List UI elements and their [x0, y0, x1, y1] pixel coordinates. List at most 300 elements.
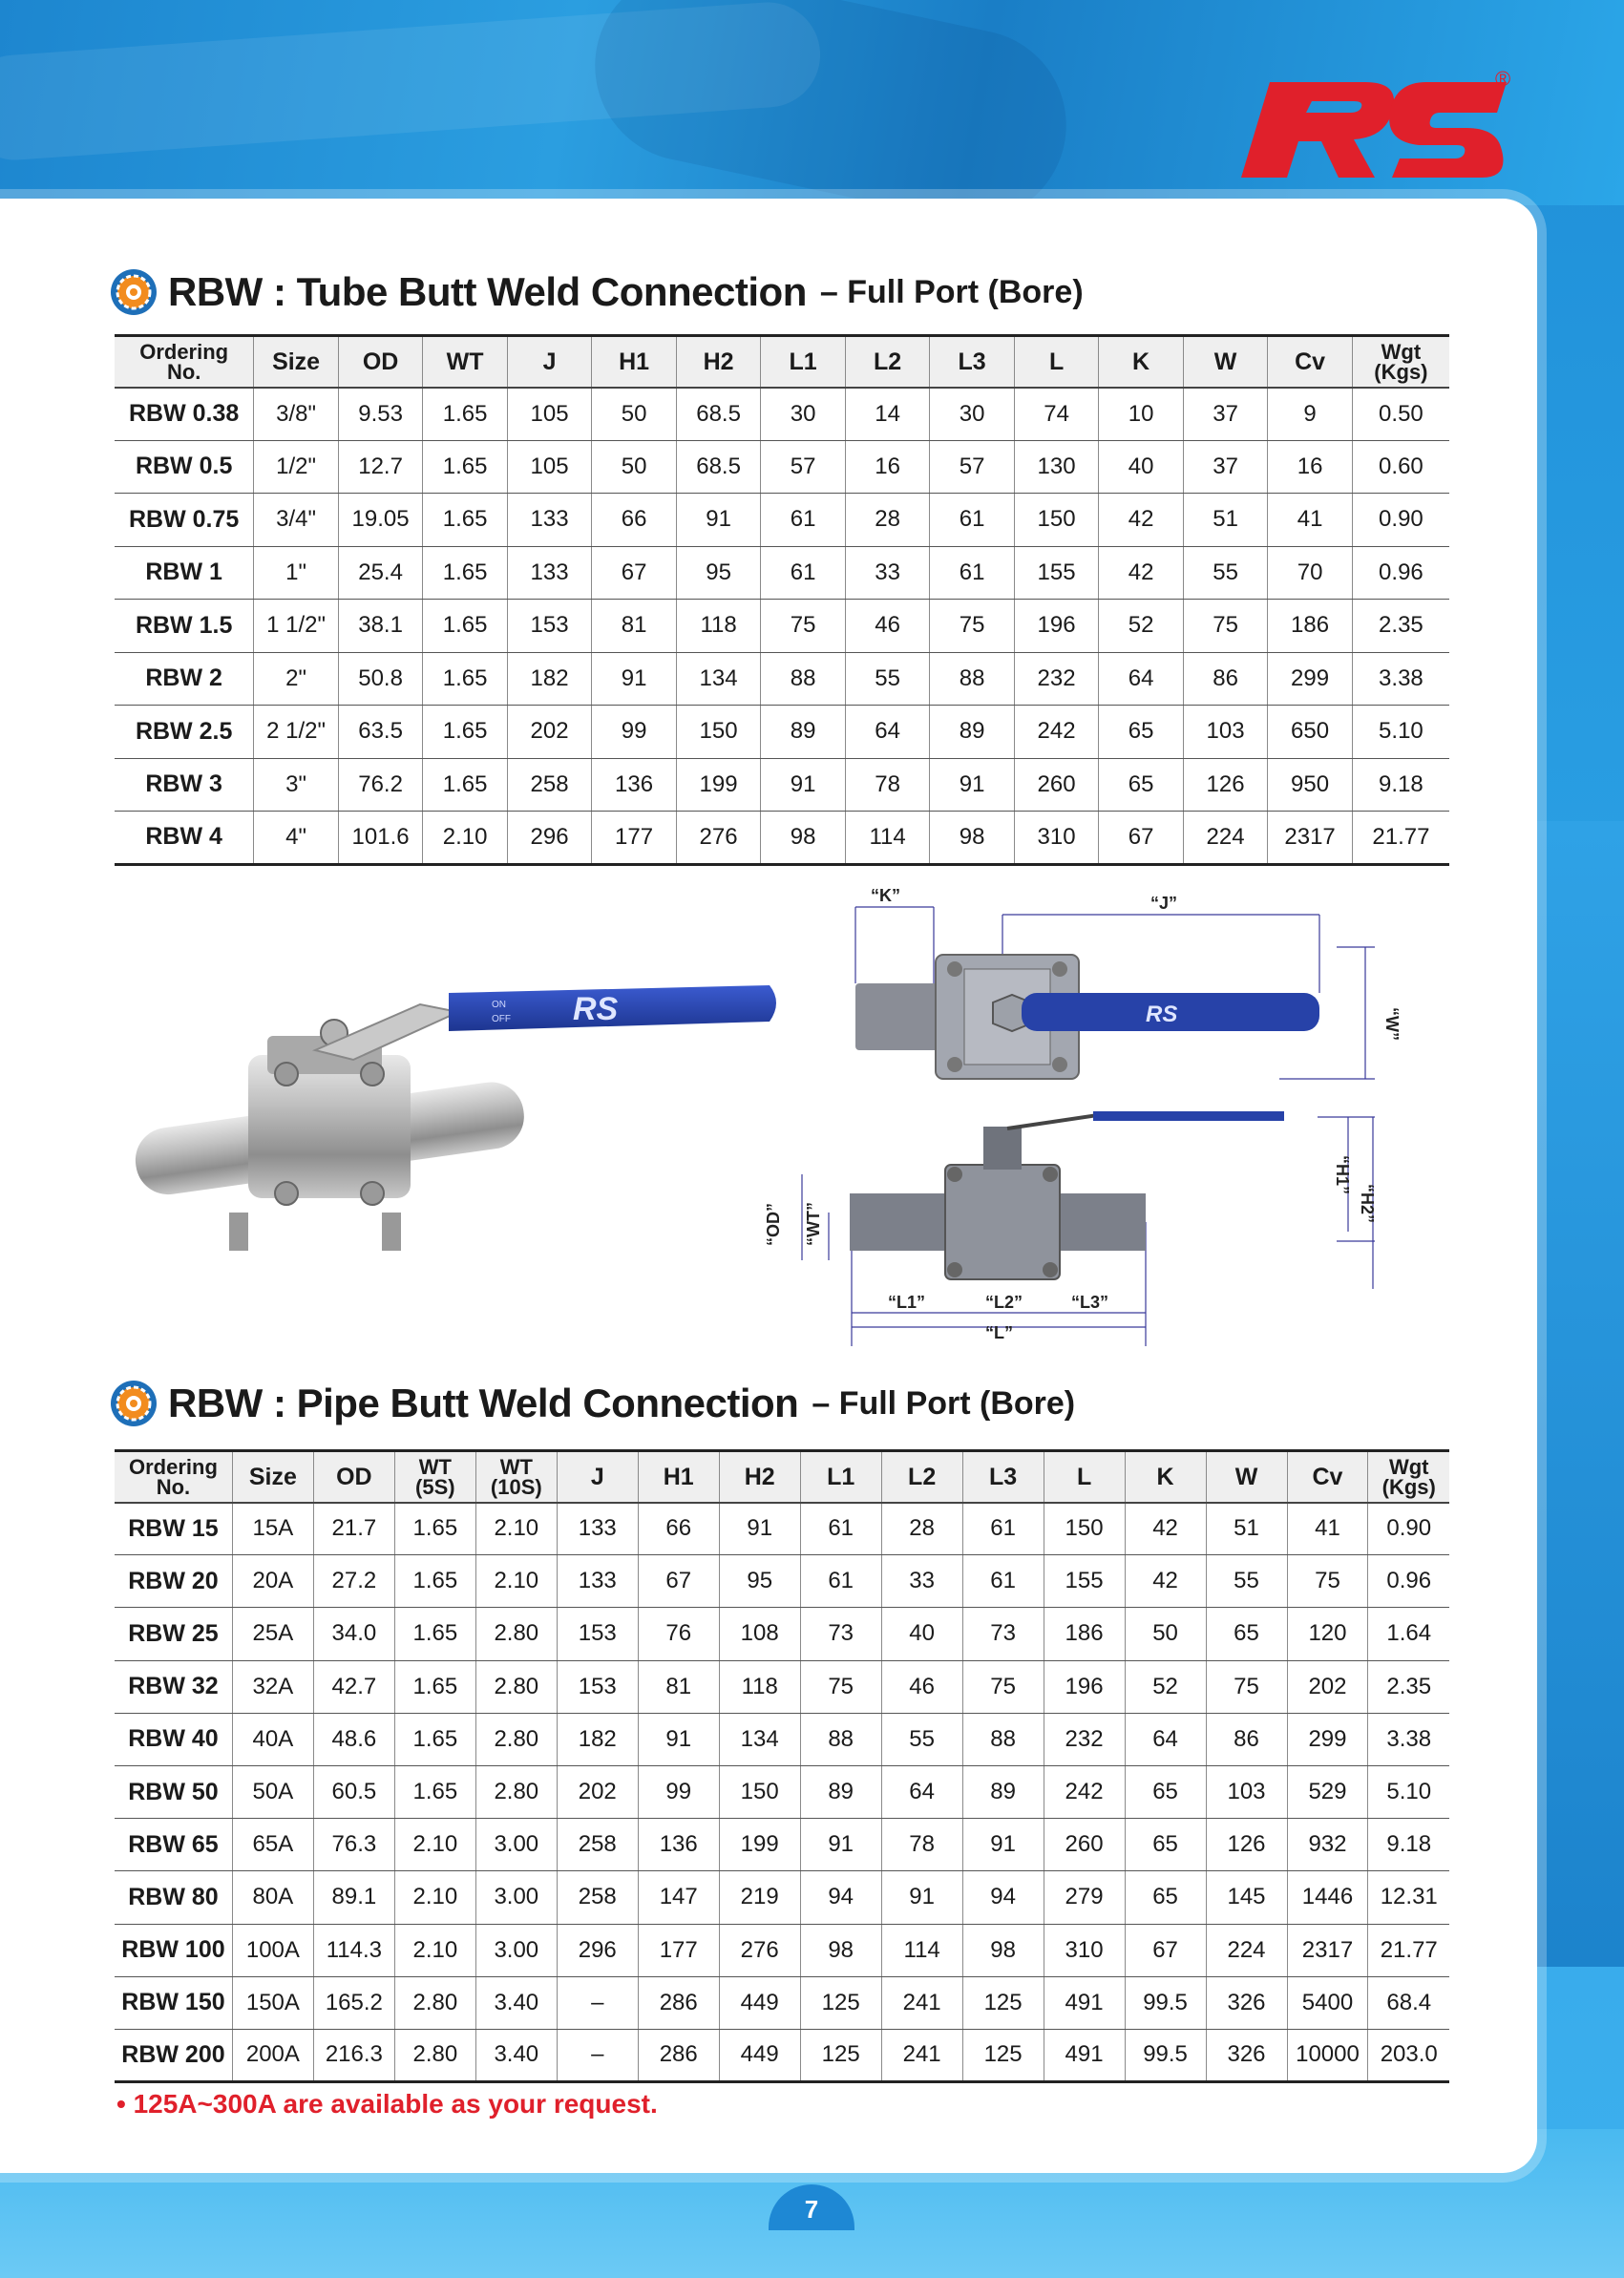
table-cell: 91	[761, 758, 846, 812]
dim-label-od: “OD”	[764, 1203, 783, 1246]
table-cell: 114	[881, 1924, 962, 1976]
table-row	[115, 494, 1449, 547]
table-cell: 63.5	[338, 706, 423, 759]
ordering-number-cell: RBW 4	[115, 812, 254, 865]
column-header: K	[1099, 336, 1184, 388]
table-cell: 16	[1268, 440, 1353, 494]
valve-photo	[124, 964, 792, 1279]
table-cell: 150	[1014, 494, 1099, 547]
table-cell: 91	[676, 494, 761, 547]
table-cell: 91	[719, 1503, 800, 1555]
pipe-spec-table	[115, 1449, 1449, 2083]
table-cell: 57	[761, 440, 846, 494]
table-cell: 2.80	[475, 1660, 557, 1713]
table-cell: 310	[1044, 1924, 1125, 1976]
column-header: H2	[676, 336, 761, 388]
table-cell: 1.65	[423, 706, 508, 759]
table-cell: 182	[507, 652, 592, 706]
table-cell: 98	[800, 1924, 881, 1976]
table-cell: 21.77	[1352, 812, 1449, 865]
table-cell: 74	[1014, 388, 1099, 441]
table-cell: 64	[1125, 1713, 1206, 1765]
tube-spec-table	[115, 334, 1449, 866]
table-cell: 40	[1099, 440, 1184, 494]
table-cell: 1.65	[423, 388, 508, 441]
table-cell: 2.10	[423, 812, 508, 865]
ordering-number-cell: RBW 150	[115, 1976, 232, 2029]
column-header: H2	[719, 1451, 800, 1503]
table-cell: 258	[557, 1871, 638, 1924]
column-header: Ordering No.	[115, 1451, 232, 1503]
table-cell: 78	[881, 1819, 962, 1871]
table-cell: 64	[845, 706, 930, 759]
table-cell: 64	[1099, 652, 1184, 706]
table-cell: 70	[1268, 546, 1353, 600]
column-header: L3	[962, 1451, 1044, 1503]
table-cell: 2 1/2"	[254, 706, 339, 759]
table-cell: 145	[1206, 1871, 1287, 1924]
table-cell: 0.96	[1368, 1555, 1449, 1608]
table-header-row	[115, 1451, 1449, 1503]
table-cell: 1.65	[394, 1660, 475, 1713]
table-cell: 108	[719, 1608, 800, 1660]
table-cell: 99	[592, 706, 677, 759]
table-cell: 100A	[232, 1924, 313, 1976]
table-row	[115, 812, 1449, 865]
table-cell: 55	[845, 652, 930, 706]
table-cell: 50A	[232, 1765, 313, 1818]
table-cell: 89	[800, 1765, 881, 1818]
ordering-number-cell: RBW 0.5	[115, 440, 254, 494]
table-cell: 73	[962, 1608, 1044, 1660]
table-row	[115, 1976, 1449, 2029]
table-cell: 0.90	[1368, 1503, 1449, 1555]
table-cell: 81	[592, 600, 677, 653]
ordering-number-cell: RBW 15	[115, 1503, 232, 1555]
column-header: L1	[800, 1451, 881, 1503]
table-cell: 120	[1287, 1608, 1368, 1660]
table-cell: 202	[557, 1765, 638, 1818]
table-cell: 299	[1268, 652, 1353, 706]
table-cell: 202	[507, 706, 592, 759]
column-header: Wgt (Kgs)	[1368, 1451, 1449, 1503]
section-title-main: RBW : Pipe Butt Weld Connection	[168, 1381, 799, 1425]
table-cell: 61	[930, 546, 1015, 600]
table-cell: 2.80	[475, 1608, 557, 1660]
table-cell: 91	[638, 1713, 719, 1765]
table-cell: 1.65	[394, 1713, 475, 1765]
table-cell: 98	[761, 812, 846, 865]
table-cell: 1.65	[423, 440, 508, 494]
table-cell: 75	[800, 1660, 881, 1713]
table-cell: 91	[962, 1819, 1044, 1871]
table-cell: 276	[719, 1924, 800, 1976]
table-cell: 86	[1183, 652, 1268, 706]
table-row	[115, 1871, 1449, 1924]
table-cell: 50.8	[338, 652, 423, 706]
table-cell: 177	[592, 812, 677, 865]
table-cell: 1.65	[394, 1608, 475, 1660]
table-cell: 88	[800, 1713, 881, 1765]
column-header: H1	[592, 336, 677, 388]
table-cell: 28	[881, 1503, 962, 1555]
table-cell: 50	[1125, 1608, 1206, 1660]
ordering-number-cell: RBW 2.5	[115, 706, 254, 759]
table-row	[115, 652, 1449, 706]
table-cell: 51	[1206, 1503, 1287, 1555]
table-cell: 75	[930, 600, 1015, 653]
table-cell: 76.2	[338, 758, 423, 812]
table-cell: 66	[638, 1503, 719, 1555]
table-cell: 2.10	[394, 1924, 475, 1976]
table-cell: 52	[1125, 1660, 1206, 1713]
column-header: W	[1206, 1451, 1287, 1503]
table-cell: 155	[1014, 546, 1099, 600]
table-cell: 529	[1287, 1765, 1368, 1818]
table-cell: 153	[507, 600, 592, 653]
table-cell: 1446	[1287, 1871, 1368, 1924]
column-header: K	[1125, 1451, 1206, 1503]
table-cell: 232	[1044, 1713, 1125, 1765]
table-cell: 89.1	[313, 1871, 394, 1924]
table-cell: 25.4	[338, 546, 423, 600]
table-row	[115, 546, 1449, 600]
table-cell: 65	[1206, 1608, 1287, 1660]
column-header: J	[557, 1451, 638, 1503]
table-cell: 38.1	[338, 600, 423, 653]
column-header: L	[1044, 1451, 1125, 1503]
table-cell: 130	[1014, 440, 1099, 494]
table-cell: 219	[719, 1871, 800, 1924]
table-cell: 55	[881, 1713, 962, 1765]
table-cell: 41	[1287, 1503, 1368, 1555]
table-cell: 64	[881, 1765, 962, 1818]
ordering-number-cell: RBW 1.5	[115, 600, 254, 653]
table-cell: 153	[557, 1608, 638, 1660]
table-cell: 68.5	[676, 388, 761, 441]
table-cell: 0.90	[1352, 494, 1449, 547]
table-cell: 126	[1183, 758, 1268, 812]
table-cell: 25A	[232, 1608, 313, 1660]
table-cell: 0.60	[1352, 440, 1449, 494]
table-cell: 1"	[254, 546, 339, 600]
ordering-number-cell: RBW 0.38	[115, 388, 254, 441]
ordering-number-cell: RBW 2	[115, 652, 254, 706]
table-cell: 80A	[232, 1871, 313, 1924]
table-cell: 32A	[232, 1660, 313, 1713]
table-cell: 101.6	[338, 812, 423, 865]
table-cell: 16	[845, 440, 930, 494]
dim-label-k: “K”	[871, 886, 900, 905]
table-cell: 65	[1125, 1765, 1206, 1818]
table-row	[115, 706, 1449, 759]
table-cell: 67	[1099, 812, 1184, 865]
table-cell: 28	[845, 494, 930, 547]
registered-mark: ®	[1495, 67, 1511, 91]
table-cell: 61	[962, 1503, 1044, 1555]
table-cell: 125	[800, 1976, 881, 2029]
table-cell: 46	[845, 600, 930, 653]
table-cell: 134	[719, 1713, 800, 1765]
table-cell: 224	[1183, 812, 1268, 865]
table-cell: 67	[638, 1555, 719, 1608]
table-cell: 37	[1183, 388, 1268, 441]
table-cell: 3.38	[1368, 1713, 1449, 1765]
table-cell: 5400	[1287, 1976, 1368, 2029]
table-cell: 105	[507, 440, 592, 494]
ordering-number-cell: RBW 80	[115, 1871, 232, 1924]
dim-label-l1: “L1”	[888, 1293, 926, 1312]
tube-section-title	[109, 264, 1084, 321]
table-cell: 57	[930, 440, 1015, 494]
table-cell: 103	[1206, 1765, 1287, 1818]
table-cell: 78	[845, 758, 930, 812]
table-cell: 147	[638, 1871, 719, 1924]
table-cell: 133	[507, 494, 592, 547]
table-cell: 40A	[232, 1713, 313, 1765]
table-cell: 55	[1183, 546, 1268, 600]
table-cell: 932	[1287, 1819, 1368, 1871]
table-cell: 46	[881, 1660, 962, 1713]
table-cell: 3/8"	[254, 388, 339, 441]
table-cell: 1.64	[1368, 1608, 1449, 1660]
table-row	[115, 388, 1449, 441]
table-cell: 21.77	[1368, 1924, 1449, 1976]
table-cell: 94	[800, 1871, 881, 1924]
table-cell: 3.00	[475, 1924, 557, 1976]
table-cell: 449	[719, 1976, 800, 2029]
column-header: J	[507, 336, 592, 388]
column-header: W	[1183, 336, 1268, 388]
table-cell: 89	[761, 706, 846, 759]
table-cell: 99	[638, 1765, 719, 1818]
table-cell: 37	[1183, 440, 1268, 494]
table-cell: 55	[1206, 1555, 1287, 1608]
table-cell: 310	[1014, 812, 1099, 865]
dim-label-w: “W”	[1382, 1007, 1402, 1041]
table-cell: 260	[1044, 1819, 1125, 1871]
table-cell: 65	[1099, 758, 1184, 812]
column-header: Size	[232, 1451, 313, 1503]
table-cell: 3.00	[475, 1871, 557, 1924]
table-cell: 65A	[232, 1819, 313, 1871]
table-row	[115, 1555, 1449, 1608]
table-cell: 91	[592, 652, 677, 706]
table-cell: 2317	[1287, 1924, 1368, 1976]
table-row	[115, 1713, 1449, 1765]
table-cell: 94	[962, 1871, 1044, 1924]
table-cell: 286	[638, 2029, 719, 2081]
table-cell: 3.40	[475, 1976, 557, 2029]
table-cell: 12.31	[1368, 1871, 1449, 1924]
ordering-number-cell: RBW 1	[115, 546, 254, 600]
ordering-number-cell: RBW 25	[115, 1608, 232, 1660]
table-cell: 232	[1014, 652, 1099, 706]
table-cell: 98	[962, 1924, 1044, 1976]
table-cell: 199	[719, 1819, 800, 1871]
table-cell: 5.10	[1368, 1765, 1449, 1818]
column-header: Wgt (Kgs)	[1352, 336, 1449, 388]
column-header: WT (10S)	[475, 1451, 557, 1503]
table-cell: 2.35	[1352, 600, 1449, 653]
handle-off-mark: OFF	[492, 1014, 511, 1024]
column-header: L3	[930, 336, 1015, 388]
ordering-number-cell: RBW 200	[115, 2029, 232, 2081]
table-cell: 186	[1268, 600, 1353, 653]
table-cell: 2.80	[475, 1765, 557, 1818]
table-cell: 86	[1206, 1713, 1287, 1765]
table-cell: 196	[1014, 600, 1099, 653]
column-header: L2	[845, 336, 930, 388]
table-cell: 491	[1044, 2029, 1125, 2081]
table-cell: 9	[1268, 388, 1353, 441]
table-cell: 95	[676, 546, 761, 600]
table-cell: 34.0	[313, 1608, 394, 1660]
table-cell: 449	[719, 2029, 800, 2081]
table-cell: 0.50	[1352, 388, 1449, 441]
table-cell: 66	[592, 494, 677, 547]
table-cell: 42	[1125, 1555, 1206, 1608]
dimension-diagram	[764, 878, 1402, 1356]
dim-label-wt: “WT”	[804, 1202, 823, 1246]
table-cell: 103	[1183, 706, 1268, 759]
table-cell: 133	[557, 1555, 638, 1608]
table-cell: 67	[592, 546, 677, 600]
gear-icon	[109, 1379, 158, 1428]
table-cell: 61	[930, 494, 1015, 547]
diagram-handle-text: RS	[1146, 1002, 1178, 1027]
pipe-section-title	[109, 1375, 1075, 1432]
table-cell: 15A	[232, 1503, 313, 1555]
table-cell: 3.40	[475, 2029, 557, 2081]
table-cell: 186	[1044, 1608, 1125, 1660]
ordering-number-cell: RBW 0.75	[115, 494, 254, 547]
table-cell: 650	[1268, 706, 1353, 759]
table-cell: 2.10	[475, 1503, 557, 1555]
table-cell: 76.3	[313, 1819, 394, 1871]
ordering-number-cell: RBW 40	[115, 1713, 232, 1765]
column-header: Cv	[1287, 1451, 1368, 1503]
table-cell: 91	[881, 1871, 962, 1924]
table-cell: 76	[638, 1608, 719, 1660]
table-cell: 133	[557, 1503, 638, 1555]
table-cell: 61	[761, 494, 846, 547]
table-row	[115, 1819, 1449, 1871]
column-header: H1	[638, 1451, 719, 1503]
table-cell: 61	[761, 546, 846, 600]
table-cell: 3.38	[1352, 652, 1449, 706]
table-cell: 91	[930, 758, 1015, 812]
table-cell: –	[557, 2029, 638, 2081]
table-cell: 202	[1287, 1660, 1368, 1713]
table-cell: 296	[557, 1924, 638, 1976]
table-cell: 0.96	[1352, 546, 1449, 600]
table-cell: 50	[592, 388, 677, 441]
table-cell: 42.7	[313, 1660, 394, 1713]
section-title-sub: – Full Port (Bore)	[812, 1384, 1076, 1422]
dim-label-j: “J”	[1150, 894, 1178, 913]
table-cell: 1.65	[394, 1503, 475, 1555]
table-cell: 2.80	[394, 2029, 475, 2081]
table-cell: 196	[1044, 1660, 1125, 1713]
table-cell: 42	[1099, 546, 1184, 600]
table-cell: 177	[638, 1924, 719, 1976]
table-cell: 9.53	[338, 388, 423, 441]
table-cell: 51	[1183, 494, 1268, 547]
table-cell: 326	[1206, 1976, 1287, 2029]
table-cell: 91	[800, 1819, 881, 1871]
table-cell: 3"	[254, 758, 339, 812]
table-cell: 50	[592, 440, 677, 494]
table-cell: 1.65	[394, 1765, 475, 1818]
table-cell: 276	[676, 812, 761, 865]
dim-label-l2: “L2”	[985, 1293, 1023, 1312]
table-cell: 12.7	[338, 440, 423, 494]
table-cell: 242	[1014, 706, 1099, 759]
table-cell: 150A	[232, 1976, 313, 2029]
column-header: WT (5S)	[394, 1451, 475, 1503]
table-cell: 9.18	[1368, 1819, 1449, 1871]
table-cell: 99.5	[1125, 2029, 1206, 2081]
table-cell: 65	[1125, 1871, 1206, 1924]
table-cell: 10	[1099, 388, 1184, 441]
table-cell: 98	[930, 812, 1015, 865]
table-cell: 1.65	[423, 758, 508, 812]
ordering-number-cell: RBW 20	[115, 1555, 232, 1608]
table-cell: 125	[800, 2029, 881, 2081]
table-cell: 1.65	[394, 1555, 475, 1608]
table-cell: 1 1/2"	[254, 600, 339, 653]
table-cell: 89	[930, 706, 1015, 759]
table-cell: 75	[1183, 600, 1268, 653]
table-cell: 61	[962, 1555, 1044, 1608]
table-row	[115, 440, 1449, 494]
table-cell: 241	[881, 2029, 962, 2081]
table-cell: 491	[1044, 1976, 1125, 2029]
table-cell: 258	[557, 1819, 638, 1871]
table-cell: 20A	[232, 1555, 313, 1608]
table-cell: 42	[1125, 1503, 1206, 1555]
table-cell: 260	[1014, 758, 1099, 812]
table-cell: 2.10	[394, 1871, 475, 1924]
table-cell: 68.5	[676, 440, 761, 494]
table-row	[115, 1924, 1449, 1976]
table-cell: 1.65	[423, 600, 508, 653]
table-cell: 75	[1287, 1555, 1368, 1608]
table-cell: 118	[719, 1660, 800, 1713]
table-cell: 30	[761, 388, 846, 441]
availability-note: • 125A~300A are available as your request.	[116, 2089, 658, 2119]
table-cell: 296	[507, 812, 592, 865]
table-cell: 1.65	[423, 494, 508, 547]
table-cell: 286	[638, 1976, 719, 2029]
table-cell: 88	[962, 1713, 1044, 1765]
table-cell: –	[557, 1976, 638, 2029]
table-cell: 134	[676, 652, 761, 706]
table-cell: 52	[1099, 600, 1184, 653]
table-cell: 19.05	[338, 494, 423, 547]
table-cell: 2.10	[475, 1555, 557, 1608]
table-cell: 125	[962, 1976, 1044, 2029]
table-cell: 2.35	[1368, 1660, 1449, 1713]
table-cell: 279	[1044, 1871, 1125, 1924]
table-cell: 61	[800, 1503, 881, 1555]
table-cell: 75	[962, 1660, 1044, 1713]
table-cell: 950	[1268, 758, 1353, 812]
ordering-number-cell: RBW 50	[115, 1765, 232, 1818]
table-cell: 4"	[254, 812, 339, 865]
table-header-row	[115, 336, 1449, 388]
